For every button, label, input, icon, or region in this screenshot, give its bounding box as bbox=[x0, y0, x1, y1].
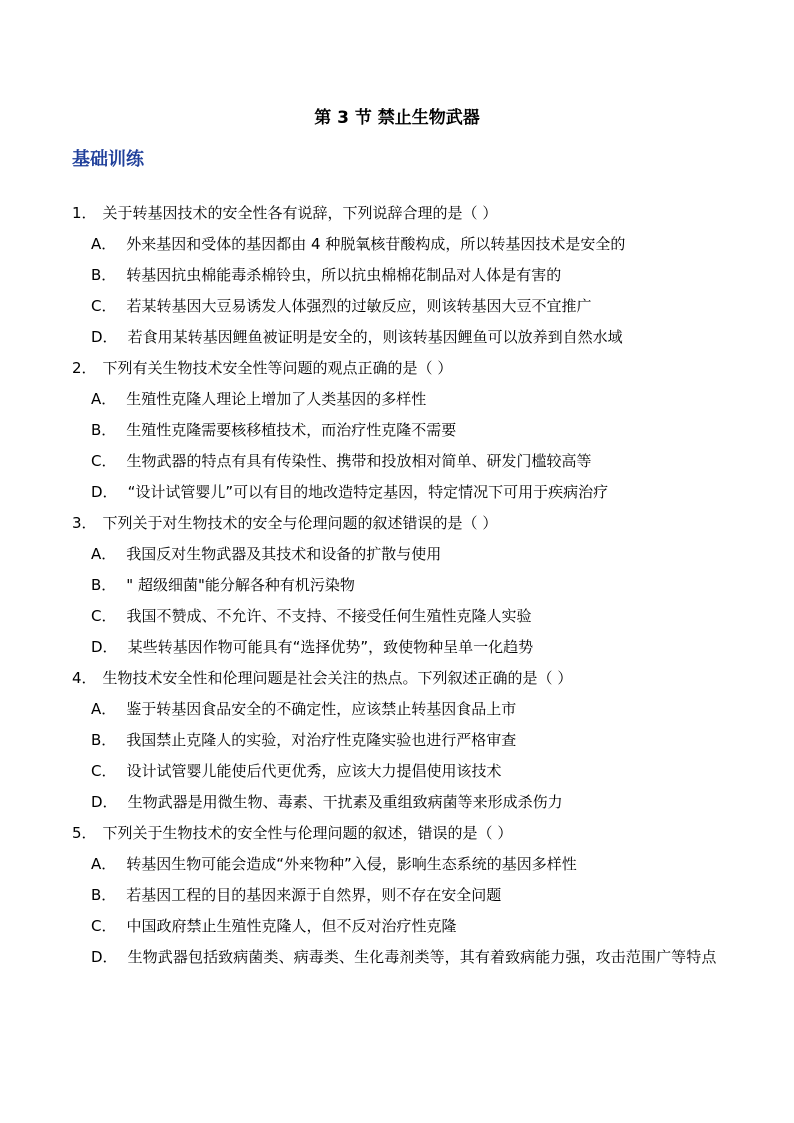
question-number: 1． bbox=[72, 204, 97, 222]
option-letter: D． bbox=[91, 483, 118, 501]
section-heading: 基础训练 bbox=[72, 149, 144, 170]
option-letter: C． bbox=[91, 917, 117, 935]
option-b bbox=[72, 880, 732, 911]
option-letter: B． bbox=[91, 576, 117, 594]
question-text: 下列关于对生物技术的安全与伦理问题的叙述错误的是（ ） bbox=[102, 514, 498, 532]
option-b bbox=[72, 570, 732, 601]
option-letter: D． bbox=[91, 638, 118, 656]
option-text: “设计试管婴儿”可以有目的地改造特定基因，特定情况下可用于疾病治疗 bbox=[127, 483, 609, 501]
option-text: 若基因工程的目的基因来源于自然界，则不存在安全问题 bbox=[126, 886, 502, 904]
question-stem bbox=[72, 508, 732, 539]
option-d bbox=[72, 322, 732, 353]
option-letter: B． bbox=[91, 886, 117, 904]
question-text: 下列有关生物技术安全性等问题的观点正确的是（ ） bbox=[102, 359, 453, 377]
question-stem bbox=[72, 818, 732, 849]
option-text: 生物武器是用微生物、毒素、干扰素及重组致病菌等来形成杀伤力 bbox=[127, 793, 563, 811]
option-letter: A． bbox=[91, 700, 117, 718]
question-number: 4． bbox=[72, 669, 97, 687]
option-text: 设计试管婴儿能使后代更优秀，应该大力提倡使用该技术 bbox=[126, 762, 502, 780]
option-text: 转基因生物可能会造成“外来物种”入侵，影响生态系统的基因多样性 bbox=[126, 855, 577, 873]
option-b bbox=[72, 260, 732, 291]
question-text: 生物技术安全性和伦理问题是社会关注的热点。下列叙述正确的是（ ） bbox=[102, 669, 573, 687]
option-b bbox=[72, 415, 732, 446]
question-stem bbox=[72, 663, 732, 694]
question-3 bbox=[72, 508, 732, 663]
option-text: 若食用某转基因鲤鱼被证明是安全的，则该转基因鲤鱼可以放养到自然水域 bbox=[127, 328, 623, 346]
option-c bbox=[72, 756, 732, 787]
option-text: 鉴于转基因食品安全的不确定性，应该禁止转基因食品上市 bbox=[126, 700, 517, 718]
option-c bbox=[72, 601, 732, 632]
option-text: 转基因抗虫棉能毒杀棉铃虫，所以抗虫棉棉花制品对人体是有害的 bbox=[126, 266, 562, 284]
page-title: 第 3 节 禁止生物武器 bbox=[314, 108, 480, 128]
question-1 bbox=[72, 198, 732, 353]
option-text: 中国政府禁止生殖性克隆人，但不反对治疗性克隆 bbox=[126, 917, 457, 935]
question-text: 关于转基因技术的安全性各有说辞，下列说辞合理的是（ ） bbox=[102, 204, 498, 222]
option-letter: A． bbox=[91, 855, 117, 873]
option-letter: D． bbox=[91, 328, 118, 346]
option-text: 我国不赞成、不允许、不支持、不接受任何生殖性克隆人实验 bbox=[126, 607, 532, 625]
option-letter: C． bbox=[91, 297, 117, 315]
option-c bbox=[72, 911, 732, 942]
option-text: " 超级细菌"能分解各种有机污染物 bbox=[126, 576, 355, 594]
option-text: 外来基因和受体的基因都由 4 种脱氧核苷酸构成，所以转基因技术是安全的 bbox=[126, 235, 626, 253]
option-letter: A． bbox=[91, 390, 117, 408]
question-stem bbox=[72, 353, 732, 384]
option-a bbox=[72, 539, 732, 570]
option-letter: C． bbox=[91, 762, 117, 780]
option-a bbox=[72, 849, 732, 880]
option-text: 若某转基因大豆易诱发人体强烈的过敏反应，则该转基因大豆不宜推广 bbox=[126, 297, 592, 315]
option-c bbox=[72, 446, 732, 477]
option-text: 生物武器的特点有具有传染性、携带和投放相对简单、研发门槛较高等 bbox=[126, 452, 592, 470]
question-list bbox=[72, 198, 732, 973]
question-stem bbox=[72, 198, 732, 229]
option-d bbox=[72, 632, 732, 663]
option-letter: D． bbox=[91, 948, 118, 966]
option-letter: C． bbox=[91, 607, 117, 625]
option-a bbox=[72, 229, 732, 260]
question-number: 2． bbox=[72, 359, 97, 377]
option-text: 生殖性克隆需要核移植技术，而治疗性克隆不需要 bbox=[126, 421, 457, 439]
option-c bbox=[72, 291, 732, 322]
option-letter: B． bbox=[91, 731, 117, 749]
option-text: 我国反对生物武器及其技术和设备的扩散与使用 bbox=[126, 545, 442, 563]
option-a bbox=[72, 694, 732, 725]
question-number: 3． bbox=[72, 514, 97, 532]
option-d bbox=[72, 477, 732, 508]
option-letter: A． bbox=[91, 545, 117, 563]
question-4 bbox=[72, 663, 732, 818]
option-text: 某些转基因作物可能具有“选择优势”，致使物种呈单一化趋势 bbox=[127, 638, 534, 656]
question-5 bbox=[72, 818, 732, 973]
question-2 bbox=[72, 353, 732, 508]
option-text: 生殖性克隆人理论上增加了人类基因的多样性 bbox=[126, 390, 427, 408]
option-d bbox=[72, 942, 732, 973]
question-text: 下列关于生物技术的安全性与伦理问题的叙述，错误的是（ ） bbox=[102, 824, 513, 842]
option-letter: B． bbox=[91, 421, 117, 439]
option-text: 我国禁止克隆人的实验，对治疗性克隆实验也进行严格审查 bbox=[126, 731, 517, 749]
option-d bbox=[72, 787, 732, 818]
option-b bbox=[72, 725, 732, 756]
option-text: 生物武器包括致病菌类、病毒类、生化毒剂类等，其有着致病能力强，攻击范围广等特点 bbox=[127, 948, 717, 966]
option-letter: C． bbox=[91, 452, 117, 470]
option-letter: A． bbox=[91, 235, 117, 253]
option-letter: B． bbox=[91, 266, 117, 284]
option-a bbox=[72, 384, 732, 415]
question-number: 5． bbox=[72, 824, 97, 842]
option-letter: D． bbox=[91, 793, 118, 811]
